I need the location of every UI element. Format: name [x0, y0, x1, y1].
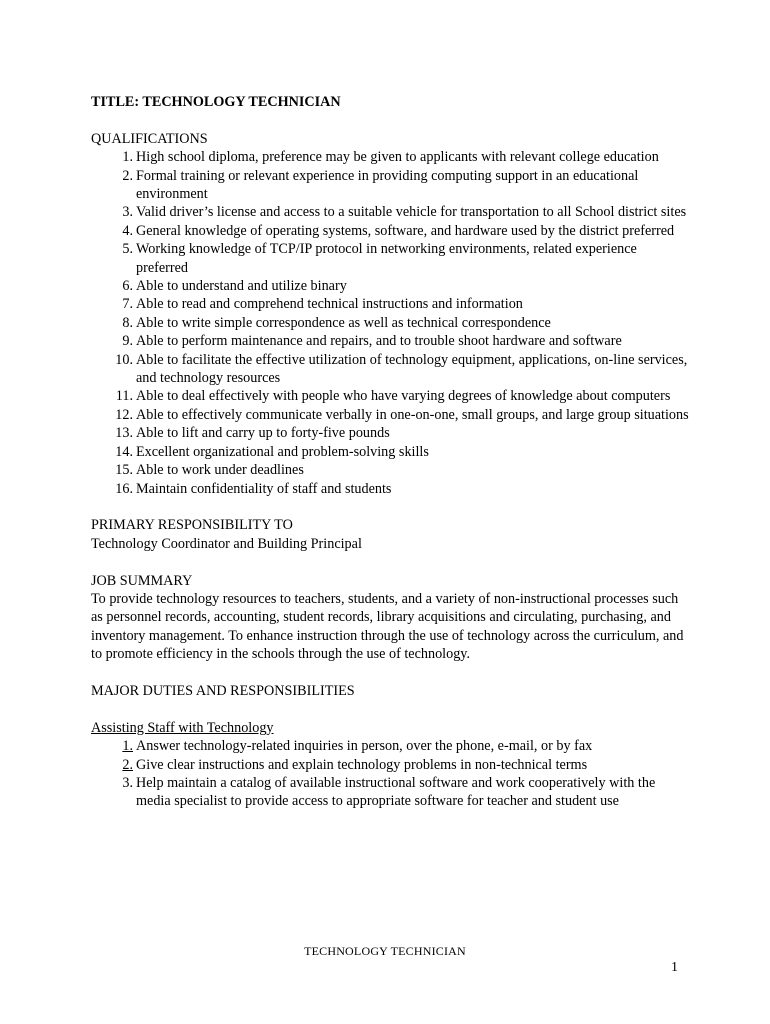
list-item	[91, 443, 691, 461]
list-number: 5.	[122, 241, 133, 258]
page-number: 1	[671, 960, 678, 975]
list-text: Give clear instructions and explain technology problems in non-technical terms	[136, 756, 588, 773]
list-text: Able to write simple correspondence as well as technical correspondence	[136, 314, 551, 331]
list-item	[91, 424, 691, 442]
list-text: Able to lift and carry up to forty-five pounds	[136, 425, 390, 442]
list-number: 15.	[115, 462, 133, 479]
list-item	[91, 277, 691, 295]
list-text: Answer technology-related inquiries in person, over the phone, e-mail, or by fax	[136, 738, 593, 755]
list-text: Able to deal effectively with people who have varying degrees of knowledge about computers	[136, 388, 671, 405]
list-text: Valid driver’s license and access to a suitable vehicle for transportation to all School district sites	[136, 204, 687, 221]
list-number: 10.	[115, 351, 133, 368]
list-number: 3.	[122, 774, 133, 791]
list-text: Able to effectively communicate verbally in one-on-one, small groups, and large group situations	[136, 406, 689, 423]
list-item	[91, 351, 691, 388]
list-number: 16.	[115, 480, 133, 497]
list-text: General knowledge of operating systems, software, and hardware used by the district preferred	[136, 222, 675, 239]
list-text: Able to perform maintenance and repairs, and to trouble shoot hardware and software	[136, 333, 622, 350]
list-item	[91, 314, 691, 332]
list-text: Excellent organizational and problem-solving skills	[136, 443, 429, 460]
list-number: 1.	[122, 149, 133, 166]
list-text: Able to work under deadlines	[136, 462, 304, 479]
list-item	[91, 240, 691, 277]
list-text: Able to understand and utilize binary	[136, 278, 347, 295]
list-item	[91, 387, 691, 405]
list-number: 7.	[122, 296, 133, 313]
primary-responsibility-text: Technology Coordinator and Building Principal	[91, 535, 362, 552]
qualifications-list	[91, 148, 691, 498]
list-item	[91, 480, 691, 498]
list-number: 13.	[115, 425, 133, 442]
list-number: 9.	[122, 333, 133, 350]
list-text: Able to read and comprehend technical instructions and information	[136, 296, 523, 313]
list-item	[91, 203, 691, 221]
duties-subheading: Assisting Staff with Technology	[91, 719, 274, 736]
list-item	[91, 222, 691, 240]
job-summary-heading: JOB SUMMARY	[91, 572, 193, 589]
list-number: 8.	[122, 314, 133, 331]
list-item	[91, 167, 691, 204]
list-number: 4.	[122, 222, 133, 239]
list-text: Formal training or relevant experience in providing computing support in an educational environment	[136, 167, 639, 203]
list-number: 2.	[122, 756, 133, 773]
list-item	[91, 406, 691, 424]
document-page	[91, 93, 691, 811]
list-text: Working knowledge of TCP/IP protocol in networking environments, related experience preferred	[136, 241, 637, 276]
primary-responsibility-heading: PRIMARY RESPONSIBILITY TO	[91, 517, 293, 534]
job-summary-text: To provide technology resources to teachers, students, and a variety of non-instructional processes such as personnel records, accounting, student records, library acquisitions and circulating, purchasing, and inventory management. To enhance instruction through the use of technology across the curriculum, and to promote efficiency in the schools through the use of technology.	[91, 590, 684, 663]
list-text: Maintain confidentiality of staff and students	[136, 480, 392, 497]
list-number: 2.	[122, 167, 133, 184]
list-item	[91, 756, 691, 774]
list-text: Help maintain a catalog of available instructional software and work cooperatively with the media specialist to provide access to appropriate software for teacher and student use	[136, 774, 656, 810]
list-number: 3.	[122, 204, 133, 221]
list-item	[91, 148, 691, 166]
list-item	[91, 332, 691, 350]
list-text: High school diploma, preference may be given to applicants with relevant college education	[136, 149, 659, 166]
duties-heading: MAJOR DUTIES AND RESPONSIBILITIES	[91, 682, 355, 699]
list-item	[91, 737, 691, 755]
list-text: Able to facilitate the effective utilization of technology equipment, applications, on-line services, and technology resources	[136, 351, 688, 387]
list-number: 1.	[122, 738, 133, 755]
qualifications-heading: QUALIFICATIONS	[91, 130, 208, 147]
page-footer: TECHNOLOGY TECHNICIAN	[304, 944, 466, 958]
list-number: 14.	[115, 443, 133, 460]
list-number: 6.	[122, 278, 133, 295]
document-title: TITLE: TECHNOLOGY TECHNICIAN	[91, 94, 341, 110]
list-number: 12.	[115, 406, 133, 423]
duties-list	[91, 737, 691, 811]
list-number: 11.	[115, 388, 133, 405]
list-item	[91, 295, 691, 313]
list-item	[91, 774, 691, 811]
list-item	[91, 461, 691, 479]
